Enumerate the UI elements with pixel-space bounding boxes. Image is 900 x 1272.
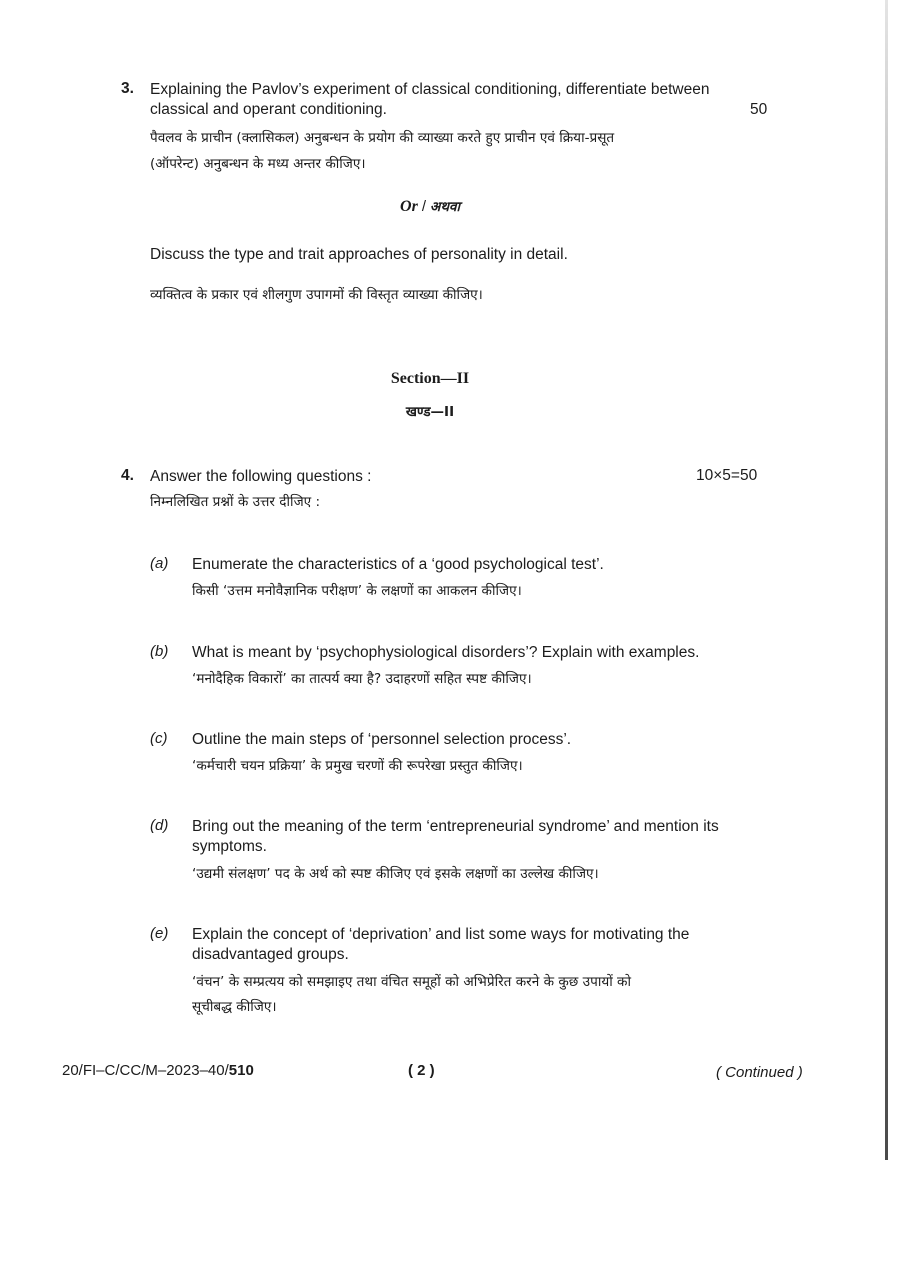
or-slash: / [421,198,426,215]
question-text-en: classical and operant conditioning. [150,101,387,118]
section-title-en: Section—II [390,370,470,387]
sub-question-text-hi: ‘वंचन’ के सम्प्रत्यय को समझाइए तथा वंचित समूहों को अभिप्रेरित करने के कुछ उपायों को [192,974,632,990]
sub-question-text-hi: ‘मनोदैहिक विकारों’ का तात्पर्य क्या है? उदाहरणों सहित स्पष्ट कीजिए। [192,671,532,687]
paper-code-prefix: 20/FI–C/CC/M–2023–40/ [62,1062,229,1079]
question-number: 4. [121,467,134,484]
sub-question-label: (d) [150,817,169,834]
continued-note: ( Continued ) [716,1064,803,1081]
or-en: Or [400,198,418,215]
or-hi: अथवा [430,199,460,215]
question-text-hi: (ऑपरेन्ट) अनुबन्धन के मध्य अन्तर कीजिए। [150,156,366,172]
sub-question-text-en: symptoms. [192,838,267,855]
question-marks: 10×5=50 [696,467,758,484]
or-separator [0,197,860,216]
sub-question-text-hi: किसी ‘उत्तम मनोवैज्ञानिक परीक्षण’ के लक्षणों का आकलन कीजिए। [192,583,522,599]
question-number: 3. [121,80,134,97]
alternative-text-en: Discuss the type and trait approaches of personality in detail. [150,246,568,263]
sub-question-text-en: Explain the concept of ‘deprivation’ and list some ways for motivating the [192,926,690,943]
question-text-en: Answer the following questions : [150,468,372,485]
sub-question-label: (c) [150,730,168,747]
question-marks: 50 [750,101,768,118]
sub-question-text-hi: ‘उद्यमी संलक्षण’ पद के अर्थ को स्पष्ट कीजिए एवं इसके लक्षणों का उल्लेख कीजिए। [192,866,599,882]
alternative-text-hi: व्यक्तित्व के प्रकार एवं शीलगुण उपागमों की विस्तृत व्याख्या कीजिए। [150,287,483,303]
paper-code-number: 510 [228,1062,254,1079]
sub-question-text-en: Bring out the meaning of the term ‘entrepreneurial syndrome’ and mention its [192,818,719,835]
sub-question-label: (b) [150,643,169,660]
sub-question-label: (a) [150,555,169,572]
page-number: ( 2 ) [408,1062,435,1079]
question-text-hi: निम्नलिखित प्रश्नों के उत्तर दीजिए : [150,494,321,510]
sub-question-label: (e) [150,925,169,942]
question-text-hi: पैवलव के प्राचीन (क्लासिकल) अनुबन्धन के प्रयोग की व्याख्या करते हुए प्राचीन एवं क्रिया-प्रसूत [150,130,615,146]
section-title-hi: खण्ड—II [405,404,455,420]
sub-question-text-hi: ‘कर्मचारी चयन प्रक्रिया’ के प्रमुख चरणों की रूपरेखा प्रस्तुत कीजिए। [192,758,523,774]
sub-question-text-en: Enumerate the characteristics of a ‘good psychological test’. [192,556,604,573]
page-edge-shadow [885,0,888,1160]
sub-question-text-en: What is meant by ‘psychophysiological disorders’? Explain with examples. [192,644,700,661]
sub-question-text-en: Outline the main steps of ‘personnel selection process’. [192,731,572,748]
sub-question-text-en: disadvantaged groups. [192,946,349,963]
paper-code [62,1062,254,1079]
question-text-en: Explaining the Pavlov’s experiment of classical conditioning, differentiate between [150,81,710,98]
sub-question-text-hi: सूचीबद्ध कीजिए। [192,999,277,1015]
